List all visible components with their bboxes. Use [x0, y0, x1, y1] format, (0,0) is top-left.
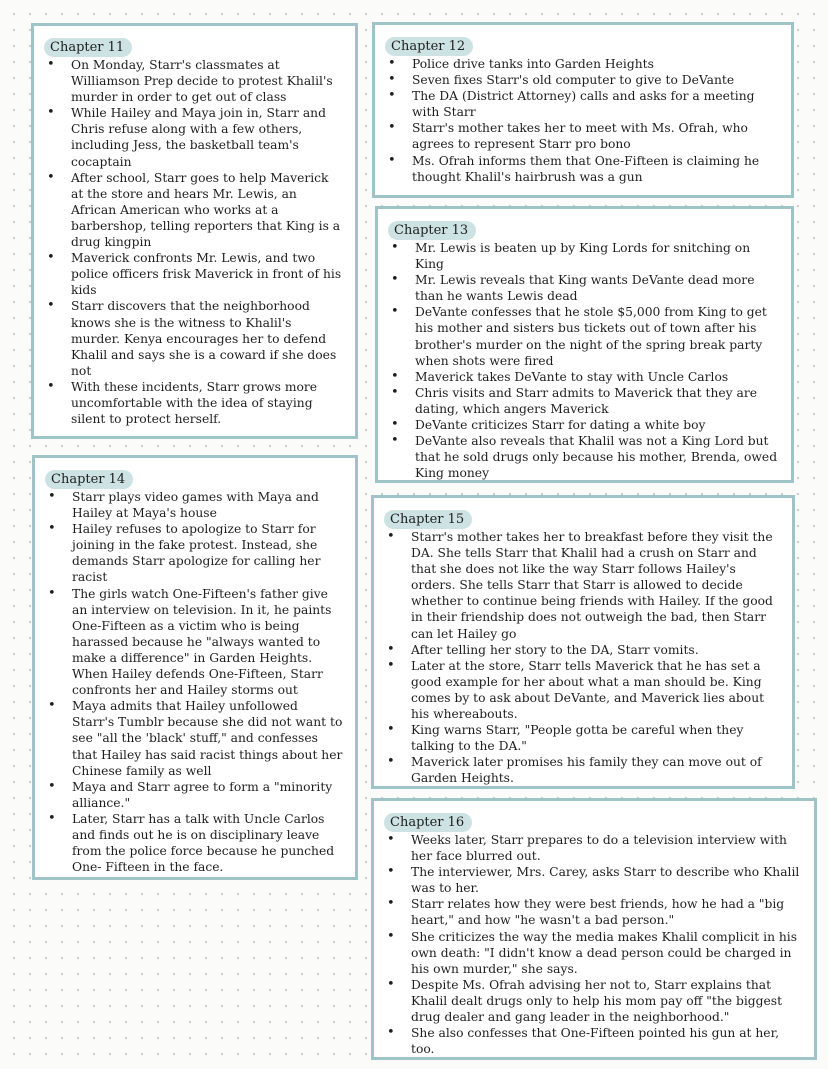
bullet-list [388, 240, 779, 481]
list-item: • She also confesses that One-Fifteen pointed his gun at her, too. [384, 1025, 802, 1057]
list-item: • Later at the store, Starr tells Maverick that he has set a good example for her about what a man should be. King comes by to ask about DeVante, and Maverick lies about his whereabouts. [384, 658, 780, 722]
list-item: • Later, Starr has a talk with Uncle Carlos and finds out he is on disciplinary leave from the police force because he punched One- Fifteen in the face. [45, 811, 343, 875]
list-item: • Hailey refuses to apologize to Starr for joining in the fake protest. Instead, she demands Starr apologize for calling her racist [45, 521, 343, 585]
list-item: • Ms. Ofrah informs them that One-Fifteen is claiming he thought Khalil's hairbrush was a gun [385, 153, 779, 185]
list-item: • The girls watch One-Fifteen's father give an interview on television. In it, he paints One-Fifteen as a victim who is being harassed because he "always wanted to make a difference" in Garden Heights. When Hailey defends One-Fifteen, Starr confronts her and Hailey storms out [45, 586, 343, 699]
chapter-title: Chapter 13 [388, 221, 476, 240]
bullet-list [45, 489, 343, 875]
chapter-12-card [372, 22, 794, 198]
list-item: • Weeks later, Starr prepares to do a television interview with her face blurred out. [384, 832, 802, 864]
list-item: • While Hailey and Maya join in, Starr and Chris refuse along with a few others, including Jess, the basketball team's cocaptain [44, 105, 343, 169]
chapter-13-card [375, 206, 794, 483]
bullet-list [44, 57, 343, 427]
list-item: • Starr discovers that the neighborhood knows she is the witness to Khalil's murder. Kenya encourages her to defend Khalil and says she is a coward if she does not [44, 298, 343, 378]
chapter-title: Chapter 11 [44, 38, 132, 57]
list-item: • Maverick takes DeVante to stay with Uncle Carlos [388, 369, 779, 385]
list-item: • Maya and Starr agree to form a "minority alliance." [45, 779, 343, 811]
chapter-16-card [371, 798, 817, 1060]
list-item: • Starr relates how they were best friends, how he had a "big heart," and how "he wasn't a bad person." [384, 896, 802, 928]
list-item: • Starr plays video games with Maya and Hailey at Maya's house [45, 489, 343, 521]
list-item: • After school, Starr goes to help Maverick at the store and hears Mr. Lewis, an African American who works at a barbershop, telling reporters that King is a drug kingpin [44, 170, 343, 250]
list-item: • Starr's mother takes her to meet with Ms. Ofrah, who agrees to represent Starr pro bono [385, 120, 779, 152]
list-item: • DeVante criticizes Starr for dating a white boy [388, 417, 779, 433]
list-item: • Seven fixes Starr's old computer to give to DeVante [385, 72, 779, 88]
chapter-title: Chapter 15 [384, 510, 472, 529]
list-item: • Mr. Lewis reveals that King wants DeVante dead more than he wants Lewis dead [388, 272, 779, 304]
list-item: • Police drive tanks into Garden Heights [385, 56, 779, 72]
chapter-11-card [31, 23, 358, 439]
chapter-title: Chapter 14 [45, 470, 133, 489]
list-item: • She criticizes the way the media makes Khalil complicit in his own death: "I didn't know a dead person could be charged in his own murder," she says. [384, 929, 802, 977]
list-item: • Maverick confronts Mr. Lewis, and two police officers frisk Maverick in front of his kids [44, 250, 343, 298]
chapter-15-card [371, 495, 795, 789]
bullet-list [384, 529, 780, 787]
list-item: • Despite Ms. Ofrah advising her not to, Starr explains that Khalil dealt drugs only to help his mom pay off "the biggest drug dealer and gang leader in the neighborhood." [384, 977, 802, 1025]
list-item: • Mr. Lewis is beaten up by King Lords for snitching on King [388, 240, 779, 272]
list-item: • DeVante confesses that he stole $5,000 from King to get his mother and sisters bus tickets out of town after his brother's murder on the night of the spring break party when shots were fired [388, 304, 779, 368]
list-item: • Maverick later promises his family they can move out of Garden Heights. [384, 754, 780, 786]
list-item: • After telling her story to the DA, Starr vomits. [384, 642, 780, 658]
bullet-list [384, 832, 802, 1057]
list-item: • King warns Starr, "People gotta be careful when they talking to the DA." [384, 722, 780, 754]
list-item: • On Monday, Starr's classmates at Williamson Prep decide to protest Khalil's murder in order to get out of class [44, 57, 343, 105]
chapter-title: Chapter 12 [385, 37, 473, 56]
list-item: • With these incidents, Starr grows more uncomfortable with the idea of staying silent to protect herself. [44, 379, 343, 427]
list-item: • The interviewer, Mrs. Carey, asks Starr to describe who Khalil was to her. [384, 864, 802, 896]
list-item: • The DA (District Attorney) calls and asks for a meeting with Starr [385, 88, 779, 120]
chapter-title: Chapter 16 [384, 813, 472, 832]
list-item: • DeVante also reveals that Khalil was not a King Lord but that he sold drugs only because his mother, Brenda, owed King money [388, 433, 779, 481]
bullet-list [385, 56, 779, 185]
list-item: • Starr's mother takes her to breakfast before they visit the DA. She tells Starr that Khalil had a crush on Starr and that she does not like the way Starr follows Hailey's orders. She tells Starr that Starr is allowed to decide whether to continue being friends with Hailey. If the good in their friendship does not outweigh the bad, then Starr can let Hailey go [384, 529, 780, 642]
list-item: • Maya admits that Hailey unfollowed Starr's Tumblr because she did not want to see "all the 'black' stuff," and confesses that Hailey has said racist things about her Chinese family as well [45, 698, 343, 778]
chapter-14-card [32, 455, 358, 880]
list-item: • Chris visits and Starr admits to Maverick that they are dating, which angers Maverick [388, 385, 779, 417]
